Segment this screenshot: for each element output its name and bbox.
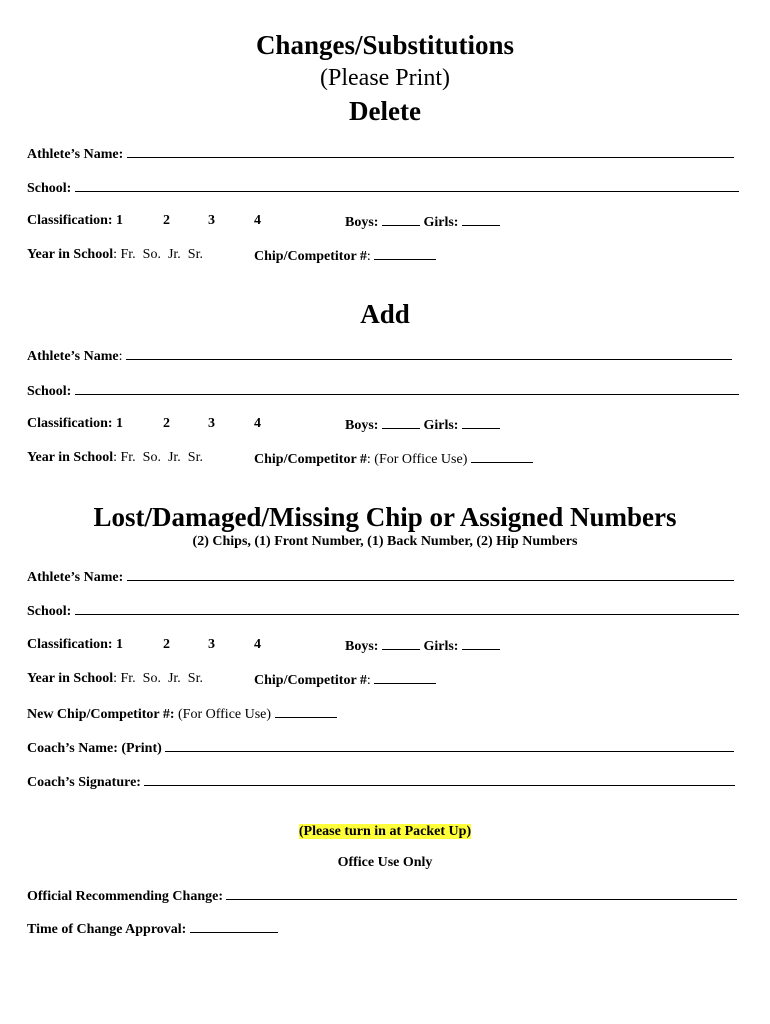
add-school-field[interactable]: [75, 382, 739, 395]
coach-signature-field[interactable]: [144, 773, 735, 786]
new-chip-label: New Chip/Competitor #:: [27, 707, 175, 722]
packet-note: (Please turn in at Packet Up): [298, 824, 472, 839]
add-class-4[interactable]: 4: [254, 416, 261, 431]
delete-athlete-row: [27, 145, 734, 163]
lost-classification-label: Classification: 1: [27, 637, 124, 652]
lost-boys-label: Boys:: [345, 639, 379, 654]
delete-chip-row: [254, 247, 436, 265]
lost-class-3[interactable]: 3: [208, 637, 215, 652]
add-chip-field[interactable]: [471, 450, 533, 463]
add-athlete-field[interactable]: [126, 347, 732, 360]
lost-boys-field[interactable]: [382, 637, 420, 650]
coach-signature-label: Coach’s Signature:: [27, 775, 141, 790]
delete-boys-field[interactable]: [382, 213, 420, 226]
add-chip-label: Chip/Competitor #: [254, 452, 367, 467]
delete-boys-label: Boys:: [345, 215, 379, 230]
delete-heading: Delete: [349, 96, 421, 126]
delete-school-label: School:: [27, 181, 72, 196]
delete-year-row: [27, 247, 203, 263]
new-chip-field[interactable]: [275, 705, 337, 718]
add-year-label: Year in School: [27, 450, 114, 465]
lost-athlete-row: [27, 568, 734, 586]
lost-chip-label: Chip/Competitor #: [254, 673, 367, 688]
lost-year-label: Year in School: [27, 671, 114, 686]
packet-note-row: [0, 824, 770, 840]
delete-chip-label: Chip/Competitor #: [254, 249, 367, 264]
lost-year-row: [27, 671, 203, 687]
delete-class-2[interactable]: 2: [163, 213, 170, 228]
lost-chip-field[interactable]: [374, 671, 436, 684]
add-school-label: School:: [27, 384, 72, 399]
add-chip-suffix: : (For Office Use): [366, 452, 468, 467]
add-boys-label: Boys:: [345, 418, 379, 433]
add-boys-field[interactable]: [382, 416, 420, 429]
new-chip-suffix: (For Office Use): [178, 707, 272, 722]
delete-chip-suffix: :: [366, 249, 371, 264]
delete-year-label: Year in School: [27, 247, 114, 262]
lost-class-4[interactable]: 4: [254, 637, 261, 652]
lost-year-options[interactable]: : Fr. So. Jr. Sr.: [113, 671, 203, 686]
lost-school-row: [27, 602, 739, 620]
delete-athlete-field[interactable]: [127, 145, 734, 158]
add-school-row: [27, 382, 739, 400]
coach-name-label: Coach’s Name: (Print): [27, 741, 162, 756]
coach-signature-row: [27, 773, 735, 791]
add-athlete-suffix: :: [118, 349, 123, 364]
delete-gender-row: [345, 213, 500, 231]
form-title: Changes/Substitutions: [255, 30, 515, 60]
lost-school-field[interactable]: [75, 602, 739, 615]
lost-girls-label: Girls:: [423, 639, 459, 654]
delete-class-4[interactable]: 4: [254, 213, 261, 228]
add-year-row: [27, 450, 203, 466]
add-chip-row: [254, 450, 533, 468]
delete-athlete-label: Athlete’s Name:: [27, 147, 124, 162]
delete-class-3[interactable]: 3: [208, 213, 215, 228]
delete-girls-label: Girls:: [423, 215, 459, 230]
add-gender-row: [345, 416, 500, 434]
lost-chip-row: [254, 671, 436, 689]
recommending-row: [27, 887, 737, 905]
add-year-options[interactable]: : Fr. So. Jr. Sr.: [113, 450, 203, 465]
add-girls-field[interactable]: [462, 416, 500, 429]
delete-girls-field[interactable]: [462, 213, 500, 226]
delete-school-row: [27, 179, 739, 197]
new-chip-row: [27, 705, 337, 723]
lost-girls-field[interactable]: [462, 637, 500, 650]
add-athlete-row: [27, 347, 732, 365]
coach-name-row: [27, 739, 734, 757]
approval-field[interactable]: [190, 920, 278, 933]
lost-subheading: (2) Chips, (1) Front Number, (1) Back Number, (2) Hip Numbers: [192, 534, 578, 549]
approval-row: [27, 920, 278, 938]
lost-chip-suffix: :: [366, 673, 371, 688]
form-subtitle: (Please Print): [320, 65, 450, 91]
lost-school-label: School:: [27, 604, 72, 619]
delete-chip-field[interactable]: [374, 247, 436, 260]
lost-gender-row: [345, 637, 500, 655]
add-athlete-label: Athlete’s Name: [27, 349, 119, 364]
delete-school-field[interactable]: [75, 179, 739, 192]
coach-name-field[interactable]: [165, 739, 734, 752]
lost-class-2[interactable]: 2: [163, 637, 170, 652]
add-class-2[interactable]: 2: [163, 416, 170, 431]
delete-classification-label: Classification: 1: [27, 213, 124, 228]
lost-heading: Lost/Damaged/Missing Chip or Assigned Numbers: [93, 502, 677, 532]
recommending-field[interactable]: [226, 887, 737, 900]
delete-year-options[interactable]: : Fr. So. Jr. Sr.: [113, 247, 203, 262]
add-classification-label: Classification: 1: [27, 416, 124, 431]
add-class-3[interactable]: 3: [208, 416, 215, 431]
lost-athlete-field[interactable]: [127, 568, 734, 581]
add-heading: Add: [360, 299, 410, 329]
lost-athlete-label: Athlete’s Name:: [27, 570, 124, 585]
approval-label: Time of Change Approval:: [27, 922, 187, 937]
recommending-label: Official Recommending Change:: [27, 889, 223, 904]
office-use-label: Office Use Only: [337, 855, 433, 870]
add-girls-label: Girls:: [423, 418, 459, 433]
